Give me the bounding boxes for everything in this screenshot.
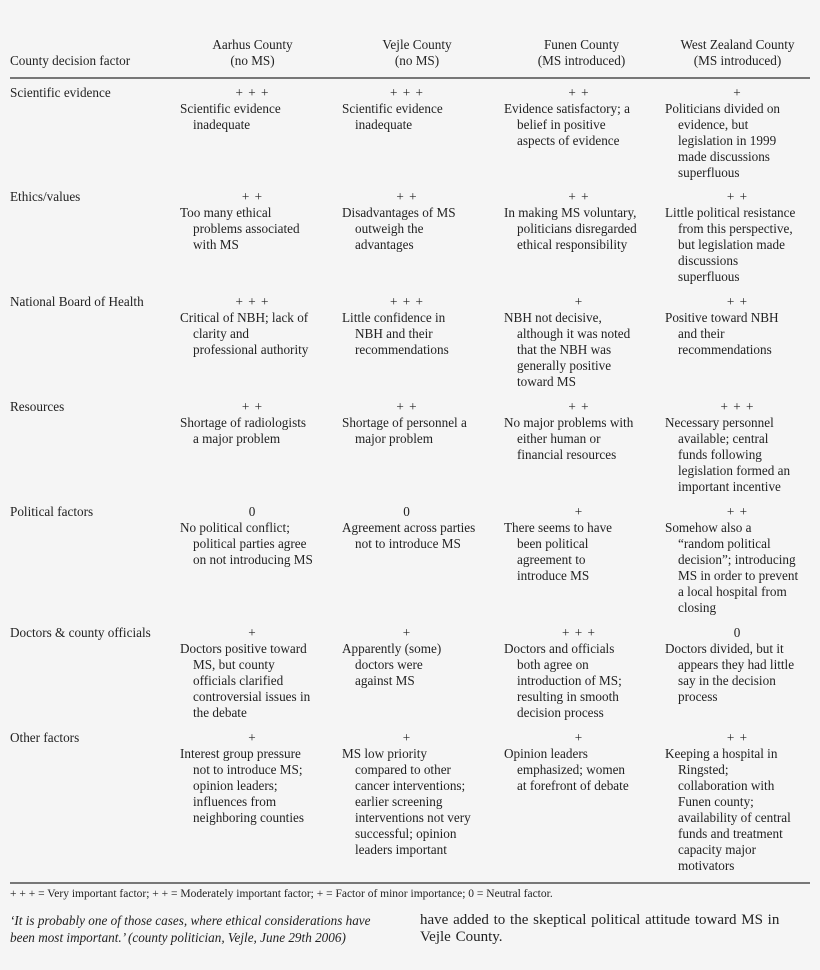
header-vejle-name: Vejle County — [382, 37, 452, 52]
importance-rating: + + — [396, 189, 418, 204]
cell-description — [665, 205, 810, 285]
importance-rating: + + — [726, 294, 749, 309]
description-line: MS low priority — [342, 746, 427, 761]
importance-rating: + — [574, 504, 584, 519]
description-line: on not introducing MS — [193, 552, 313, 567]
importance-rating: + — [402, 625, 412, 640]
description-line: inadequate — [193, 117, 251, 132]
description-line: Ringsted; — [678, 762, 729, 777]
description-line: funds following — [678, 447, 762, 462]
description-line: Somehow also a — [665, 520, 752, 535]
description-line: political parties agree — [193, 536, 307, 551]
header-west-zealand — [665, 37, 810, 69]
importance-rating: 0 — [403, 504, 411, 519]
cell-aarhus — [180, 85, 325, 133]
importance-rating: + — [574, 730, 584, 745]
description-line: Funen county; — [678, 794, 754, 809]
description-line: Doctors positive toward — [180, 641, 307, 656]
description-line: Positive toward NBH — [665, 310, 779, 325]
description-line: financial resources — [517, 447, 617, 462]
importance-rating: + + + — [720, 399, 755, 414]
header-aarhus — [180, 37, 325, 69]
description-line: Little political resistance — [665, 205, 796, 220]
cell-description — [180, 205, 325, 253]
description-line: Politicians divided on — [665, 101, 781, 116]
description-line: and their — [678, 326, 725, 341]
cell-vejle — [342, 294, 472, 358]
row-factor-label: Scientific evidence — [10, 85, 111, 100]
description-line: resulting in smooth — [517, 689, 619, 704]
cell-description — [665, 520, 810, 616]
description-line: influences from — [193, 794, 277, 809]
cell-west-zealand — [665, 399, 810, 495]
description-line: Scientific evidence — [180, 101, 281, 116]
description-line: major problem — [355, 431, 434, 446]
pull-quote — [10, 912, 410, 946]
description-line: toward MS — [517, 374, 576, 389]
description-line: There seems to have — [504, 520, 613, 535]
importance-rating: + — [248, 625, 257, 640]
description-line: important incentive — [678, 479, 781, 494]
cell-funen — [504, 504, 654, 584]
importance-rating: 0 — [733, 625, 742, 640]
description-line: at forefront of debate — [517, 778, 629, 793]
cell-description — [504, 746, 654, 794]
description-line: with MS — [193, 237, 239, 252]
description-line: inadequate — [355, 117, 413, 132]
description-line: problems associated — [193, 221, 300, 236]
description-line: NBH not decisive, — [504, 310, 602, 325]
header-west-zealand-status: (MS introduced) — [693, 53, 782, 68]
description-line: Disadvantages of MS — [342, 205, 456, 220]
cell-description — [180, 641, 325, 721]
cell-west-zealand — [665, 85, 810, 181]
description-line: capacity major — [678, 842, 756, 857]
description-line: ethical responsibility — [517, 237, 628, 252]
cell-description — [180, 520, 325, 568]
description-line: evidence, but — [678, 117, 749, 132]
cell-funen — [504, 85, 654, 149]
description-line: decision”; introducing — [678, 552, 796, 567]
cell-west-zealand — [665, 730, 810, 874]
description-line: a local hospital from — [678, 584, 787, 599]
importance-rating: + + + — [390, 294, 424, 309]
header-funen — [504, 37, 659, 69]
body-line: Vejle County. — [420, 929, 503, 945]
description-line: MS in order to prevent — [678, 568, 799, 583]
row-factor-label: Other factors — [10, 730, 80, 745]
description-line: professional authority — [193, 342, 309, 357]
importance-rating: + + — [241, 399, 264, 414]
header-factor-label: County decision factor — [10, 53, 131, 68]
description-line: earlier screening — [355, 794, 443, 809]
header-aarhus-status: (no MS) — [230, 53, 275, 68]
description-line: Doctors and officials — [504, 641, 615, 656]
cell-description — [342, 310, 472, 358]
description-line: leaders important — [355, 842, 447, 857]
description-line: clarity and — [193, 326, 250, 341]
description-line: against MS — [355, 673, 415, 688]
quote-line: been most important.’ (county politician, Vejle, June 29th 2006) — [10, 930, 346, 945]
description-line: both agree on — [517, 657, 589, 672]
description-line: recommendations — [355, 342, 449, 357]
table-top-rule — [10, 77, 810, 79]
description-line: say in the decision — [678, 673, 776, 688]
cell-description — [504, 205, 654, 253]
cell-description — [342, 520, 475, 552]
cell-funen — [504, 189, 654, 253]
description-line: availability of central — [678, 810, 791, 825]
importance-rating: + — [733, 85, 742, 100]
cell-description — [504, 641, 654, 721]
row-factor-label: National Board of Health — [10, 294, 144, 309]
description-line: Opinion leaders — [504, 746, 588, 761]
description-line: funds and treatment — [678, 826, 783, 841]
importance-rating: + + — [726, 189, 749, 204]
description-line: decision process — [517, 705, 604, 720]
description-line: that the NBH was — [517, 342, 612, 357]
cell-description — [665, 415, 810, 495]
description-line: generally positive — [517, 358, 612, 373]
cell-description — [180, 101, 325, 133]
importance-rating: + + — [568, 85, 590, 100]
description-line: neighboring counties — [193, 810, 304, 825]
description-line: aspects of evidence — [517, 133, 620, 148]
cell-west-zealand — [665, 504, 810, 616]
description-line: introduction of MS; — [517, 673, 622, 688]
description-line: either human or — [517, 431, 601, 446]
description-line: closing — [678, 600, 717, 615]
description-line: superfluous — [678, 269, 740, 284]
cell-funen — [504, 730, 654, 794]
description-line: outweigh the — [355, 221, 424, 236]
description-line: officials clarified — [193, 673, 284, 688]
importance-rating: + — [574, 294, 584, 309]
quote-line: ‘It is probably one of those cases, where ethical considerations have — [10, 913, 371, 928]
description-line: from this perspective, — [678, 221, 793, 236]
description-line: Agreement across parties — [342, 520, 476, 535]
description-line: Apparently (some) — [342, 641, 442, 656]
description-line: Keeping a hospital in — [665, 746, 778, 761]
description-line: made discussions — [678, 149, 770, 164]
header-funen-name: Funen County — [543, 37, 620, 52]
table-header — [10, 37, 810, 77]
cell-description — [665, 641, 810, 705]
cell-funen — [504, 294, 654, 390]
cell-aarhus — [180, 730, 325, 826]
cell-funen — [504, 625, 654, 721]
body-paragraph — [420, 912, 820, 946]
description-line: recommendations — [678, 342, 772, 357]
description-line: introduce MS — [517, 568, 590, 583]
description-line: Critical of NBH; lack of — [180, 310, 309, 325]
description-line: Doctors divided, but it — [665, 641, 784, 656]
description-line: available; central — [678, 431, 769, 446]
description-line: superfluous — [678, 165, 740, 180]
description-line: process — [678, 689, 718, 704]
description-line: cancer interventions; — [355, 778, 466, 793]
table-bottom-rule — [10, 882, 810, 884]
cell-description — [180, 415, 325, 447]
cell-description — [504, 520, 654, 584]
importance-rating: + + — [396, 399, 418, 414]
importance-rating: + + — [726, 504, 749, 519]
cell-aarhus — [180, 189, 325, 253]
description-line: not to introduce MS; — [193, 762, 303, 777]
row-factor-label: Political factors — [10, 504, 94, 519]
cell-vejle — [342, 504, 475, 552]
description-line: advantages — [355, 237, 414, 252]
cell-vejle — [342, 730, 472, 858]
cell-description — [342, 641, 472, 689]
description-line: NBH and their — [355, 326, 433, 341]
header-west-zealand-name: West Zealand County — [680, 37, 795, 52]
cell-vejle — [342, 625, 472, 689]
header-vejle — [342, 37, 492, 69]
header-aarhus-name: Aarhus County — [212, 37, 293, 52]
header-vejle-status: (no MS) — [394, 53, 440, 68]
description-line: Scientific evidence — [342, 101, 443, 116]
description-line: successful; opinion — [355, 826, 457, 841]
description-line: politicians disregarded — [517, 221, 637, 236]
description-line: motivators — [678, 858, 735, 873]
cell-description — [504, 310, 654, 390]
description-line: legislation formed an — [678, 463, 791, 478]
description-line: been political — [517, 536, 589, 551]
description-line: opinion leaders; — [193, 778, 278, 793]
description-line: but legislation made — [678, 237, 785, 252]
importance-rating: + — [402, 730, 412, 745]
description-line: legislation in 1999 — [678, 133, 777, 148]
cell-west-zealand — [665, 625, 810, 705]
description-line: agreement to — [517, 552, 586, 567]
cell-description — [665, 101, 810, 181]
header-funen-status: (MS introduced) — [537, 53, 626, 68]
cell-aarhus — [180, 399, 325, 447]
description-line: collaboration with — [678, 778, 775, 793]
row-factor-label: Ethics/values — [10, 189, 81, 204]
cell-description — [180, 746, 325, 826]
importance-rating: + — [248, 730, 257, 745]
cell-description — [665, 310, 810, 358]
description-line: interventions not very — [355, 810, 471, 825]
description-line: appears they had little — [678, 657, 795, 672]
cell-description — [504, 101, 654, 149]
description-line: the debate — [193, 705, 247, 720]
description-line: Too many ethical — [180, 205, 272, 220]
description-line: Shortage of radiologists — [180, 415, 306, 430]
importance-rating: + + — [726, 730, 749, 745]
description-line: not to introduce MS — [355, 536, 461, 551]
row-factor-label: Doctors & county officials — [10, 625, 151, 640]
description-line: emphasized; women — [517, 762, 626, 777]
importance-rating: + + — [568, 399, 590, 414]
cell-west-zealand — [665, 294, 810, 358]
cell-aarhus — [180, 294, 325, 358]
description-line: Shortage of personnel a — [342, 415, 467, 430]
description-line: doctors were — [355, 657, 423, 672]
row-factor-label: Resources — [10, 399, 65, 414]
description-line: “random political — [678, 536, 771, 551]
importance-rating: + + + — [390, 85, 424, 100]
description-line: controversial issues in — [193, 689, 311, 704]
description-line: a major problem — [193, 431, 281, 446]
description-line: No major problems with — [504, 415, 634, 430]
importance-rating: + + + — [562, 625, 596, 640]
description-line: MS, but county — [193, 657, 275, 672]
cell-vejle — [342, 85, 472, 133]
description-line: Little confidence in — [342, 310, 446, 325]
importance-rating: + + + — [235, 85, 270, 100]
cell-vejle — [342, 399, 472, 447]
description-line: although it was noted — [517, 326, 631, 341]
cell-west-zealand — [665, 189, 810, 285]
cell-description — [342, 205, 472, 253]
cell-aarhus — [180, 625, 325, 721]
cell-description — [504, 415, 654, 463]
description-line: No political conflict; — [180, 520, 290, 535]
importance-rating: + + — [568, 189, 590, 204]
cell-aarhus — [180, 504, 325, 568]
description-line: discussions — [678, 253, 739, 268]
cell-description — [342, 415, 472, 447]
cell-funen — [504, 399, 654, 463]
description-line: belief in positive — [517, 117, 606, 132]
description-line: Evidence satisfactory; a — [504, 101, 630, 116]
importance-rating: + + — [241, 189, 264, 204]
description-line: Interest group pressure — [180, 746, 301, 761]
description-line: Necessary personnel — [665, 415, 774, 430]
description-line: In making MS voluntary, — [504, 205, 637, 220]
cell-vejle — [342, 189, 472, 253]
cell-description — [180, 310, 325, 358]
importance-rating: + + + — [235, 294, 270, 309]
description-line: compared to other — [355, 762, 451, 777]
cell-description — [342, 101, 472, 133]
cell-description — [665, 746, 810, 874]
table-legend: + + + = Very important factor; + + = Moderately important factor; + = Factor of minor importance; 0 = Neutral factor. — [10, 888, 553, 900]
importance-rating: 0 — [248, 504, 257, 519]
body-line: have added to the skeptical political attitude toward MS in — [420, 912, 780, 928]
cell-description — [342, 746, 472, 858]
